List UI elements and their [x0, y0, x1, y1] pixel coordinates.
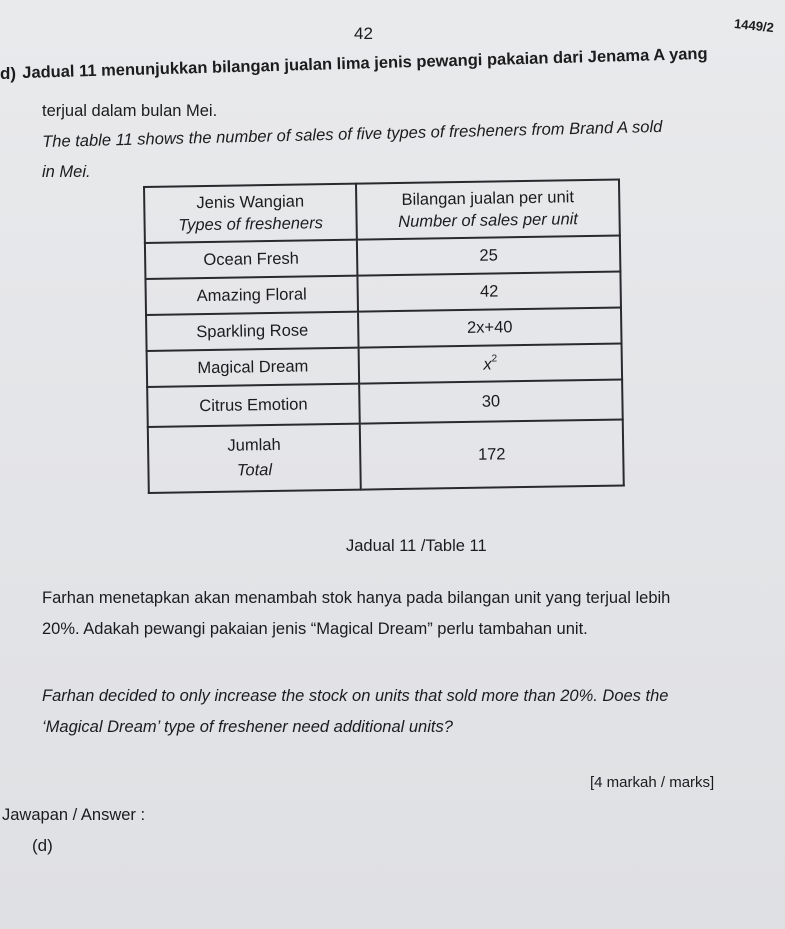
sales-cell: 25: [357, 236, 621, 276]
header-types: [144, 184, 357, 243]
sales-exponent: 2: [491, 352, 498, 365]
question-label: d): [0, 64, 17, 83]
answer-part-label: (d): [32, 836, 53, 855]
sales-cell: [359, 344, 623, 384]
table-caption: Jadual 11 /Table 11: [346, 537, 487, 555]
body-english-line2: ‘Magical Dream’ type of freshener need additional units?: [42, 718, 453, 736]
sales-table: [143, 179, 625, 494]
type-cell: Magical Dream: [147, 348, 360, 387]
intro-malay-line1: Jadual 11 menunjukkan bilangan jualan lima jenis pewangi pakaian dari Jenama A yang: [22, 44, 708, 82]
type-cell: Amazing Floral: [145, 276, 358, 315]
sales-cell: 30: [359, 379, 623, 423]
body-english-line1: Farhan decided to only increase the stock on units that sold more than 20%. Does the: [42, 687, 669, 705]
intro-english-line1: The table 11 shows the number of sales of five types of fresheners from Brand A sold: [42, 117, 663, 151]
total-value-cell: 172: [360, 419, 624, 489]
table-header-row: [144, 180, 620, 243]
type-cell: Citrus Emotion: [147, 384, 360, 427]
paper-code: 1449/2: [733, 16, 775, 36]
header-sales-malay: Bilangan jualan per unit: [401, 188, 575, 209]
total-label-malay: Jumlah: [227, 435, 281, 455]
header-types-english: Types of fresheners: [178, 214, 324, 235]
total-label-cell: [148, 424, 361, 493]
body-malay-line2: 20%. Adakah pewangi pakaian jenis “Magical Dream” perlu tambahan unit.: [42, 620, 588, 638]
intro-malay-line2: terjual dalam bulan Mei.: [42, 102, 218, 120]
sales-cell: 2x+40: [358, 308, 622, 348]
page-number: 42: [354, 24, 373, 43]
type-cell: Ocean Fresh: [145, 240, 358, 279]
header-sales: [356, 180, 620, 240]
header-types-malay: Jenis Wangian: [196, 192, 305, 213]
header-sales-english: Number of sales per unit: [398, 210, 579, 231]
body-malay-line1: Farhan menetapkan akan menambah stok hanya pada bilangan unit yang terjual lebih: [42, 589, 671, 607]
type-cell: Sparkling Rose: [146, 312, 359, 351]
answer-label: Jawapan / Answer :: [2, 806, 146, 824]
marks-label: [4 markah / marks]: [590, 774, 715, 791]
intro-english-line2: in Mei.: [42, 163, 91, 181]
sales-variable: x: [483, 355, 492, 374]
total-label-english: Total: [236, 461, 273, 480]
sales-cell: 42: [357, 272, 621, 312]
total-row: [148, 419, 624, 492]
